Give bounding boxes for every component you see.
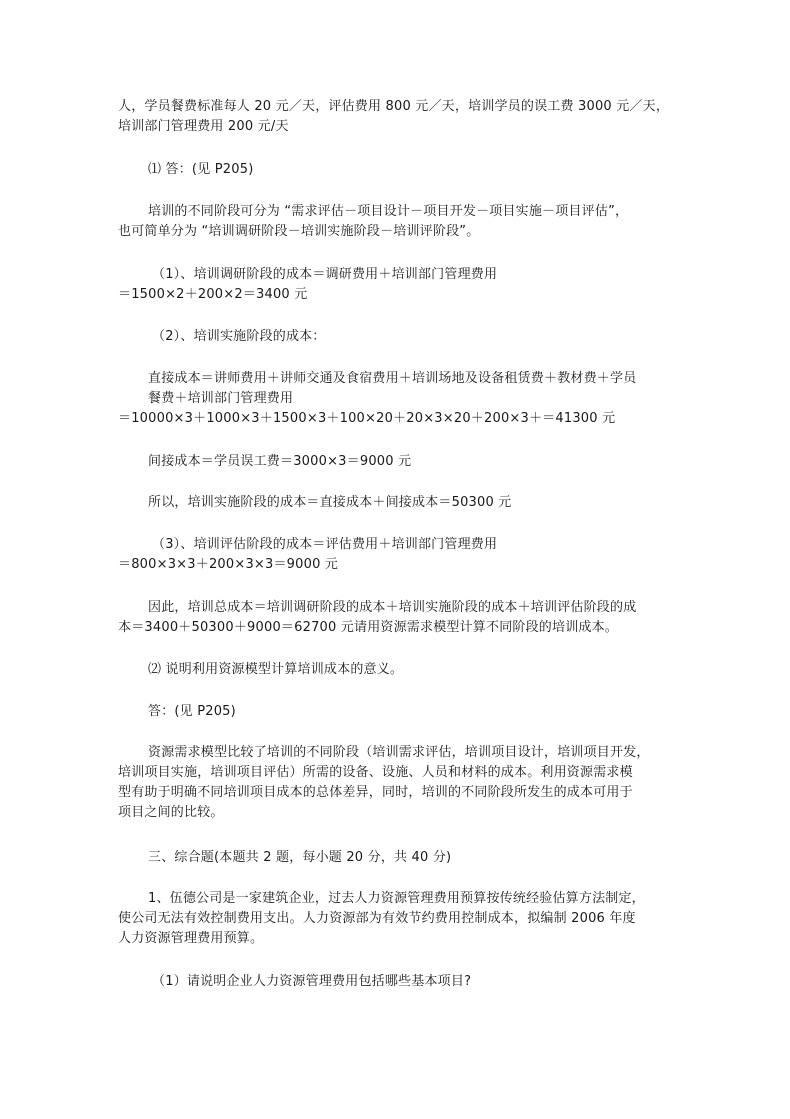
text-line: ⑴ 答：(见 P205)	[148, 162, 254, 177]
text-line: 本＝3400＋50300＋9000＝62700 元请用资源需求模型计算不同阶段的培训成本。	[118, 620, 619, 635]
paragraph-indirect-cost	[118, 452, 678, 472]
text-line: 所以，培训实施阶段的成本＝直接成本＋间接成本＝50300 元	[148, 495, 512, 510]
text-line: 资源需求模型比较了培训的不同阶段（培训需求评估，培训项目设计，培训项目开发，	[148, 745, 650, 760]
question-2-heading	[118, 660, 678, 680]
answer-1-heading	[118, 160, 678, 180]
text-line: 培训项目实施，培训项目评估）所需的设备、设施、人员和材料的成本。利用资源需求模	[118, 765, 633, 780]
text-line: （1）、培训调研阶段的成本＝调研费用＋培训部门管理费用	[152, 267, 498, 282]
paragraph-training-stages	[118, 202, 678, 242]
text-line: （1）请说明企业人力资源管理费用包括哪些基本项目?	[152, 974, 472, 989]
text-line: 人，学员餐费标准每人 20 元／天，评估费用 800 元／天，培训学员的误工费 3000 元／天，	[118, 99, 670, 114]
text-line: 答：(见 P205)	[148, 704, 236, 719]
paragraph-evaluation-cost	[118, 535, 678, 575]
text-line: ＝10000×3＋1000×3＋1500×3＋100×20＋20×3×20＋200×3＋＝41300 元	[118, 411, 616, 426]
text-line: （2）、培训实施阶段的成本：	[152, 329, 326, 344]
text-line: 项目之间的比较。	[118, 805, 224, 820]
text-line: 也可简单分为 “培训调研阶段－培训实施阶段－培训评阶段”。	[118, 224, 480, 239]
answer-2-heading	[118, 702, 678, 722]
paragraph-implementation-heading	[118, 327, 678, 347]
paragraph-cost-standards	[118, 97, 678, 137]
text-line: 直接成本＝讲师费用＋讲师交通及食宿费用＋培训场地及设备租赁费＋教材费＋学员	[148, 371, 637, 386]
paragraph-direct-cost	[118, 369, 678, 429]
text-line: 型有助于明确不同培训项目成本的总体差异，同时，培训的不同阶段所发生的成本可用于	[118, 785, 633, 800]
paragraph-case-wood	[118, 889, 678, 949]
text-line: 培训的不同阶段可分为 “需求评估－项目设计－项目开发－项目实施－项目评估”，	[148, 204, 629, 219]
question-case-1	[118, 972, 678, 992]
text-line: ＝800×3×3＋200×3×3＝9000 元	[118, 557, 339, 572]
text-line: （3）、培训评估阶段的成本＝评估费用＋培训部门管理费用	[152, 537, 498, 552]
section-heading-comprehensive	[118, 848, 678, 868]
text-line: 餐费＋培训部门管理费用	[148, 391, 294, 406]
text-line: 因此，培训总成本＝培训调研阶段的成本＋培训实施阶段的成本＋培训评估阶段的成	[148, 600, 637, 615]
text-line: 使公司无法有效控制费用支出。人力资源部为有效节约费用控制成本，拟编制 2006 年度	[118, 911, 636, 926]
text-line: 培训部门管理费用 200 元/天	[118, 119, 289, 134]
paragraph-research-cost	[118, 265, 678, 305]
text-line: 人力资源管理费用预算。	[118, 931, 264, 946]
text-line: ⑵ 说明利用资源模型计算培训成本的意义。	[148, 662, 404, 677]
text-line: ＝1500×2＋200×2＝3400 元	[118, 287, 308, 302]
paragraph-implementation-total	[118, 493, 678, 513]
paragraph-resource-model	[118, 743, 678, 823]
paragraph-total-cost	[118, 598, 678, 638]
text-line: 三、综合题(本题共 2 题，每小题 20 分，共 40 分)	[148, 850, 452, 865]
text-line: 1、伍德公司是一家建筑企业，过去人力资源管理费用预算按传统经验估算方法制定，	[148, 891, 645, 906]
text-line: 间接成本＝学员误工费＝3000×3＝9000 元	[148, 454, 412, 469]
